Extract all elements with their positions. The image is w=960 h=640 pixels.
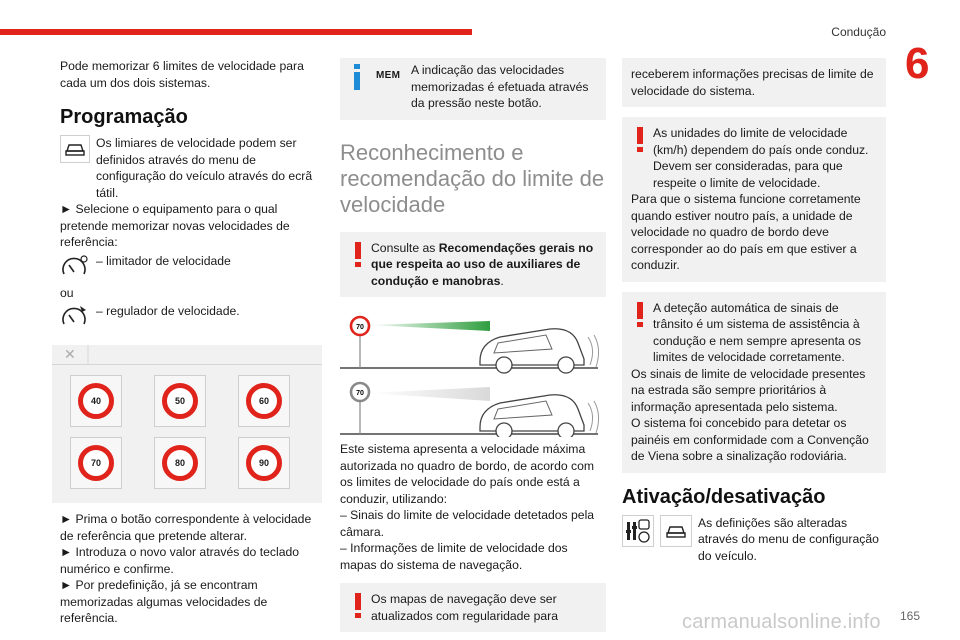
intro-text: Pode memorizar 6 limites de velocidade para cada um dos dois sistemas. bbox=[60, 59, 304, 90]
system-description: Este sistema apresenta a velocidade máxima autorizada no quadro de bordo, de acordo com os limites de velocidade do país onde está a conduzir, utilizando: bbox=[340, 442, 595, 506]
step-4: ► Por predefinição, já se encontram memorizadas algumas velocidades de referência. bbox=[60, 578, 268, 625]
detected-sign-1: 70 bbox=[356, 324, 364, 331]
limiter-label: – limitador de velocidade bbox=[96, 253, 231, 268]
mem-note-text: A indicação das velocidades memorizadas é efetuada através da pressão neste botão. bbox=[411, 63, 589, 110]
warning-detection bbox=[622, 292, 886, 473]
driving-aids-icon bbox=[622, 515, 654, 547]
info-note-mem bbox=[340, 58, 606, 120]
close-icon[interactable]: ✕ bbox=[64, 346, 76, 362]
warning-units-text-a: As unidades do limite de velocidade (km/h) dependem do país onde conduz. Devem ser consideradas, para que respeite o limite de velocidade. bbox=[653, 126, 869, 190]
warning-recommendations-text bbox=[349, 240, 597, 290]
limiter-row bbox=[60, 253, 322, 285]
cruise-control-icon bbox=[60, 303, 90, 331]
source-maps: – Informações de limite de velocidade dos mapas do sistema de navegação. bbox=[340, 541, 568, 572]
warning-detection-text-a: A deteção automática de sinais de trânsito é um sistema de assistência à condução e nem sempre apresenta os limites de velocidade corretamente. bbox=[653, 300, 861, 364]
preset-button[interactable] bbox=[70, 437, 122, 489]
speed-sign: 40 bbox=[78, 383, 114, 419]
warning-icon bbox=[633, 302, 647, 328]
config-text: Os limiares de velocidade podem ser definidos através do menu de configuração do veículo através do ecrã tátil. bbox=[96, 136, 313, 200]
warning-units bbox=[622, 117, 886, 282]
activation-paragraph bbox=[622, 515, 886, 565]
column-2 bbox=[340, 58, 606, 640]
watermark: carmanualsonline.info bbox=[682, 611, 881, 633]
note-continuation bbox=[622, 58, 886, 107]
warning-prefix: Consulte as bbox=[371, 240, 439, 255]
warning-units-text-b: Para que o sistema funcione corretamente quando estiver noutro país, a unidade de velocidade no quadro de bordo deve corresponder ao do país em que estiver a conduzir. bbox=[631, 192, 861, 272]
warning-maps-text: Os mapas de navegação deve ser atualizados com regularidade para bbox=[371, 592, 558, 623]
column-3 bbox=[622, 58, 886, 564]
or-text: ou bbox=[60, 285, 74, 300]
speed-limiter-icon bbox=[60, 253, 90, 281]
regulator-label: – regulador de velocidade. bbox=[96, 304, 240, 318]
activation-text: As definições são alteradas através do menu de configuração do veículo. bbox=[698, 515, 879, 563]
step-3: ► Introduza o novo valor através do teclado numérico e confirme. bbox=[60, 545, 300, 576]
detected-sign-2: 70 bbox=[356, 390, 364, 397]
step-2: ► Prima o botão correspondente à velocidade de referência que pretende alterar. bbox=[60, 512, 312, 543]
speed-sign: 80 bbox=[162, 445, 198, 481]
warning-icon bbox=[633, 127, 647, 153]
warning-icon bbox=[351, 242, 365, 268]
page-number: 165 bbox=[900, 609, 921, 623]
section-title: Condução bbox=[831, 25, 886, 39]
car-settings-icon bbox=[660, 515, 692, 547]
speed-sign: 60 bbox=[246, 383, 282, 419]
preset-button[interactable] bbox=[238, 437, 290, 489]
warning-suffix: . bbox=[500, 273, 504, 288]
source-camera: – Sinais do limite de velocidade detetados pela câmara. bbox=[340, 508, 595, 539]
speed-sign: 90 bbox=[246, 445, 282, 481]
preset-button[interactable] bbox=[70, 375, 122, 427]
speed-sign: 70 bbox=[78, 445, 114, 481]
warning-maps-update bbox=[340, 583, 606, 632]
regulator-row bbox=[60, 303, 322, 335]
panel-top-bar bbox=[52, 345, 322, 365]
continuation-text: receberem informações precisas de limite de velocidade do sistema. bbox=[631, 67, 874, 98]
warning-detection-text-c: O sistema foi concebido para detetar os painéis em conformidade com a Convenção de Viena sobre a sinalização rodoviária. bbox=[631, 416, 869, 463]
config-paragraph bbox=[60, 135, 322, 201]
heading-reconhecimento: Reconhecimento e recomendação do limite de velocidade bbox=[340, 139, 605, 217]
warning-bold-link: Recomendações gerais no que respeita ao uso de auxiliares de condução e manobras bbox=[371, 240, 594, 288]
sign-detection-illustration bbox=[340, 313, 606, 437]
speed-presets-panel bbox=[52, 345, 322, 503]
warning-icon bbox=[351, 593, 365, 619]
car-settings-icon bbox=[60, 135, 90, 163]
chapter-number: 6 bbox=[905, 39, 930, 88]
heading-programacao: Programação bbox=[60, 106, 188, 128]
column-1 bbox=[60, 58, 322, 627]
warning-detection-text-b: Os sinais de limite de velocidade presentes na estrada são sempre prioritários à informação apresentada pelo sistema. bbox=[631, 366, 866, 414]
warning-recommendations bbox=[340, 232, 606, 298]
header-accent-bar bbox=[0, 29, 472, 35]
info-icon bbox=[350, 64, 364, 90]
heading-ativacao: Ativação/desativação bbox=[622, 485, 826, 508]
mem-button-icon: MEM bbox=[376, 70, 401, 81]
speed-sign: 50 bbox=[162, 383, 198, 419]
preset-button[interactable] bbox=[154, 375, 206, 427]
step-1: ► Selecione o equipamento para o qual pretende memorizar novas velocidades de referência: bbox=[60, 202, 290, 249]
preset-button[interactable] bbox=[238, 375, 290, 427]
preset-button[interactable] bbox=[154, 437, 206, 489]
